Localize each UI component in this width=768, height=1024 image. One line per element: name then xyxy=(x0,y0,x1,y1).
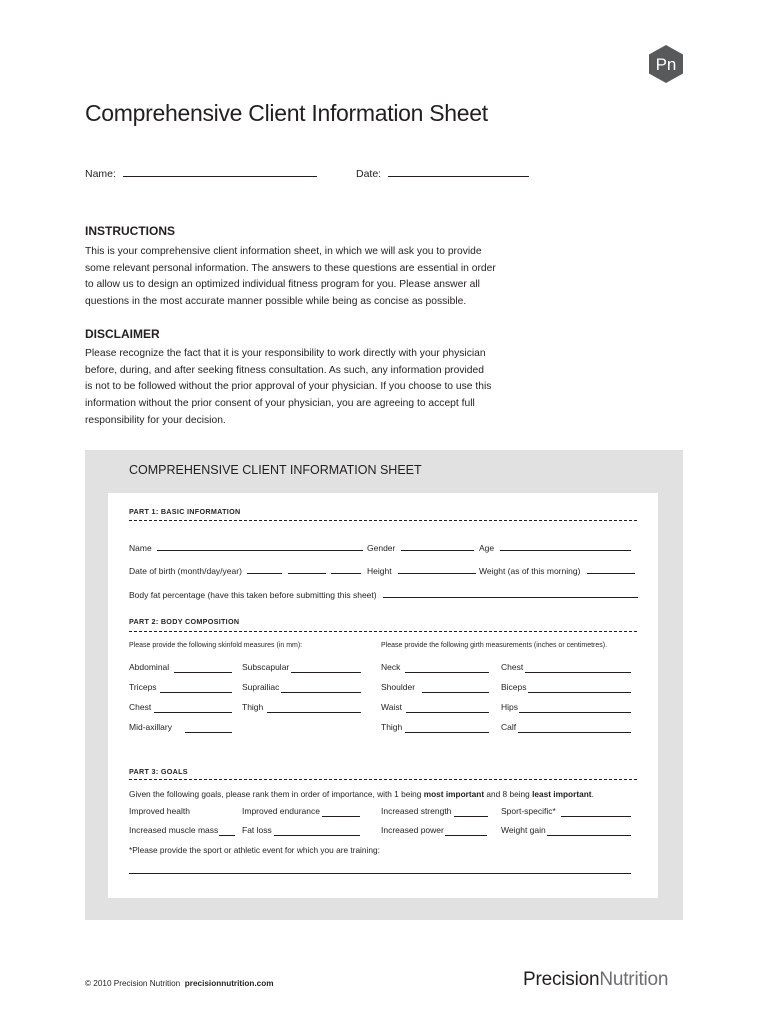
goal-rank-blank[interactable] xyxy=(547,835,631,836)
bodyfat-blank[interactable] xyxy=(383,597,638,598)
instructions-text xyxy=(85,244,525,311)
girth-label: Hips xyxy=(501,702,519,712)
girth-waist-field[interactable] xyxy=(381,702,489,712)
dob-label: Date of birth (month/day/year) xyxy=(129,566,242,576)
skinfold-label: Triceps xyxy=(129,682,157,692)
goal-label: Improved endurance xyxy=(242,806,320,816)
age-label: Age xyxy=(479,543,495,553)
goal-weight-gain-field[interactable] xyxy=(501,825,631,835)
age-field[interactable] xyxy=(479,543,631,553)
disclaimer-line: Please recognize the fact that it is your responsibility to work directly with your physician xyxy=(85,348,486,359)
goal-rank-blank[interactable] xyxy=(322,816,360,817)
skinfold-note: Please provide the following skinfold measures (in mm): xyxy=(129,642,303,649)
basic-name-field[interactable] xyxy=(129,543,363,553)
girth-label: Shoulder xyxy=(381,682,416,692)
skinfold-abdominal-field[interactable] xyxy=(129,662,232,672)
girth-blank[interactable] xyxy=(405,732,489,733)
goal-rank-blank[interactable] xyxy=(561,816,631,817)
goals-intro-text: and 8 being xyxy=(484,789,533,799)
height-field[interactable] xyxy=(367,566,476,576)
girth-blank[interactable] xyxy=(422,692,489,693)
skinfold-blank[interactable] xyxy=(174,672,232,673)
sport-note: *Please provide the sport or athletic event for which you are training: xyxy=(129,845,380,855)
girth-blank[interactable] xyxy=(519,712,631,713)
skinfold-blank[interactable] xyxy=(160,692,232,693)
dob-year-blank[interactable] xyxy=(331,573,361,574)
skinfold-blank[interactable] xyxy=(185,732,232,733)
part3-heading: PART 3: GOALS xyxy=(129,767,188,776)
girth-blank[interactable] xyxy=(528,692,631,693)
girth-neck-field[interactable] xyxy=(381,662,489,672)
form-panel-title: COMPREHENSIVE CLIENT INFORMATION SHEET xyxy=(129,463,422,477)
girth-thigh-field[interactable] xyxy=(381,722,489,732)
name-field[interactable] xyxy=(85,168,317,180)
gender-blank[interactable] xyxy=(401,550,474,551)
skinfold-triceps-field[interactable] xyxy=(129,682,232,692)
girth-blank[interactable] xyxy=(518,732,631,733)
skinfold-label: Subscapular xyxy=(242,662,290,672)
basic-name-blank[interactable] xyxy=(157,550,363,551)
dob-day-blank[interactable] xyxy=(288,573,326,574)
goal-rank-blank[interactable] xyxy=(274,835,360,836)
goals-intro-least: least important xyxy=(532,789,592,799)
skinfold-thigh-field[interactable] xyxy=(242,702,361,712)
instructions-line: some relevant personal information. The answers to these questions are essential in order xyxy=(85,262,496,274)
part2-heading: PART 2: BODY COMPOSITION xyxy=(129,617,240,626)
goals-intro-text: . xyxy=(591,789,594,799)
part1-divider xyxy=(129,520,637,521)
goals-intro xyxy=(129,789,594,799)
goal-rank-blank[interactable] xyxy=(219,835,235,836)
goal-label: Increased strength xyxy=(381,806,452,816)
height-label: Height xyxy=(367,566,392,576)
height-blank[interactable] xyxy=(398,573,476,574)
instructions-line: to allow us to design an optimized individual fitness program for you. Please answer all xyxy=(85,279,480,291)
girth-biceps-field[interactable] xyxy=(501,682,631,692)
skinfold-chest-field[interactable] xyxy=(129,702,232,712)
goal-label: Increased muscle mass xyxy=(129,825,219,835)
skinfold-midaxillary-field[interactable] xyxy=(129,722,232,732)
footer-url[interactable]: precisionnutrition.com xyxy=(184,979,274,988)
instructions-heading: INSTRUCTIONS xyxy=(85,224,175,238)
disclaimer-line: is not to be followed without the prior approval of your physician. If you choose to use this xyxy=(85,381,492,393)
skinfold-blank[interactable] xyxy=(281,692,361,693)
girth-label: Thigh xyxy=(381,722,403,732)
girth-calf-field[interactable] xyxy=(501,722,631,732)
goal-increased-power-field[interactable] xyxy=(381,825,487,835)
instructions-line: This is your comprehensive client information sheet, in which we will ask you to provide xyxy=(85,246,482,257)
bodyfat-label: Body fat percentage (have this taken before submitting this sheet) xyxy=(129,590,377,600)
form-card xyxy=(108,493,658,898)
goal-improved-endurance-field[interactable] xyxy=(242,806,360,816)
part3-divider xyxy=(129,779,637,780)
skinfold-label: Chest xyxy=(129,702,152,712)
skinfold-subscapular-field[interactable] xyxy=(242,662,361,672)
disclaimer-line: information without the prior consent of your physician, you are agreeing to accept full xyxy=(85,398,475,410)
footer-copyright xyxy=(85,979,274,988)
goal-sport-specific-field[interactable] xyxy=(501,806,631,816)
document-title: Comprehensive Client Information Sheet xyxy=(85,100,488,126)
skinfold-blank[interactable] xyxy=(267,712,361,713)
date-label: Date: xyxy=(356,168,382,180)
logo-word-nutrition: Nutrition xyxy=(599,969,669,990)
goal-label: Sport-specific* xyxy=(501,806,556,816)
copyright-text: © 2010 Precision Nutrition xyxy=(85,979,181,988)
girth-label: Neck xyxy=(381,662,401,672)
goal-rank-blank[interactable] xyxy=(445,835,487,836)
instructions-line: questions in the most accurate manner possible while being as concise as possible. xyxy=(85,296,467,308)
pn-hexagon-icon xyxy=(646,44,686,84)
girth-label: Calf xyxy=(501,722,517,732)
goals-intro-text: Given the following goals, please rank them in order of importance, with 1 being xyxy=(129,789,424,799)
age-blank[interactable] xyxy=(500,550,631,551)
goal-label: Fat loss xyxy=(242,825,272,835)
goal-label: Weight gain xyxy=(501,825,546,835)
bodyfat-field[interactable] xyxy=(129,590,638,600)
part2-divider xyxy=(129,631,637,632)
skinfold-blank[interactable] xyxy=(154,712,232,713)
part1-heading: PART 1: BASIC INFORMATION xyxy=(129,507,241,516)
goal-muscle-mass-field[interactable] xyxy=(129,825,235,835)
logo-word-precision: Precision xyxy=(523,969,600,990)
dob-field[interactable] xyxy=(129,566,361,576)
girth-shoulder-field[interactable] xyxy=(381,682,489,692)
goal-fat-loss-field[interactable] xyxy=(242,825,360,835)
precision-nutrition-logo xyxy=(523,969,668,991)
girth-chest-field[interactable] xyxy=(501,662,631,672)
girth-label: Chest xyxy=(501,662,524,672)
name-blank[interactable] xyxy=(123,176,317,177)
goal-increased-strength-field[interactable] xyxy=(381,806,488,816)
goal-improved-health-field[interactable] xyxy=(129,806,190,816)
disclaimer-line: responsibility for your decision. xyxy=(85,414,226,426)
goal-label: Increased power xyxy=(381,825,444,835)
sport-answer-line[interactable] xyxy=(129,873,631,874)
girth-label: Biceps xyxy=(501,682,527,692)
girth-blank[interactable] xyxy=(525,672,631,673)
date-blank[interactable] xyxy=(388,176,529,177)
weight-label: Weight (as of this morning) xyxy=(479,566,581,576)
disclaimer-text xyxy=(85,346,525,430)
weight-blank[interactable] xyxy=(587,573,635,574)
skinfold-label: Abdominal xyxy=(129,662,170,672)
pn-logo-badge xyxy=(646,44,686,84)
goals-intro-most: most important xyxy=(423,789,485,799)
name-label: Name: xyxy=(85,168,116,180)
gender-label: Gender xyxy=(367,543,396,553)
girth-hips-field[interactable] xyxy=(501,702,631,712)
skinfold-label: Thigh xyxy=(242,702,264,712)
basic-name-label: Name xyxy=(129,543,152,553)
weight-field[interactable] xyxy=(479,566,635,576)
disclaimer-heading: DISCLAIMER xyxy=(85,327,160,341)
goal-rank-blank[interactable] xyxy=(454,816,488,817)
girth-label: Waist xyxy=(381,702,402,712)
skinfold-label: Mid-axillary xyxy=(129,722,172,732)
skinfold-blank[interactable] xyxy=(291,672,361,673)
logo-badge-text: Pn xyxy=(655,55,677,74)
girth-note: Please provide the following girth measurements (inches or centimetres). xyxy=(381,642,608,649)
dob-month-blank[interactable] xyxy=(247,573,282,574)
girth-blank[interactable] xyxy=(406,712,489,713)
goal-label: Improved health xyxy=(129,806,190,816)
date-field[interactable] xyxy=(356,168,529,180)
skinfold-label: Suprailiac xyxy=(242,682,280,692)
gender-field[interactable] xyxy=(367,543,474,553)
disclaimer-line: before, during, and after seeking fitness consultation. As such, any information provided xyxy=(85,364,484,376)
girth-blank[interactable] xyxy=(405,672,489,673)
skinfold-suprailiac-field[interactable] xyxy=(242,682,361,692)
